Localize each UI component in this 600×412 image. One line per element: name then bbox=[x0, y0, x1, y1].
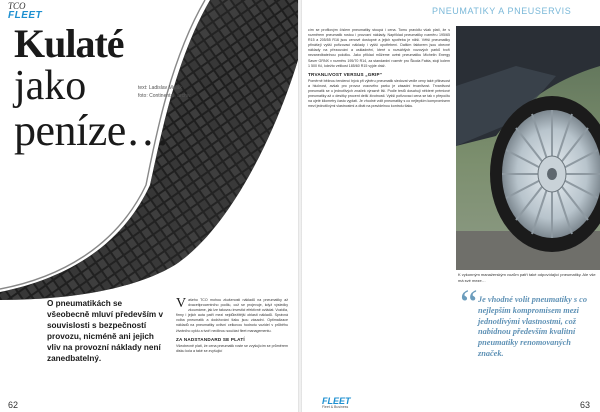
masthead bbox=[8, 2, 42, 21]
column-2-text-2: Poměrně běžnou tendencí bývá při výběru pneumatik sledovat vedle ceny také přilnavost a hlučnost, avšak pro provoz vozového parku je zásadní trvanlivost. Trvanlivost pneumatik se u jednotlivých značek výrazně liší. Podle testů dosahují některé prémiové pneumatiky až o desítky procent delší životnosti. Vyšší pořizovací cena se tak v přepočtu na ujeté kilometry často vyplatí. Je vhodné volit pneumatiky s co nejlepším kompromisem mezi jednotlivými vlastnostmi a dbát na pravidelnou kontrolu tlaku. bbox=[308, 78, 450, 109]
credit-photo: foto: Continental, archiv bbox=[138, 92, 191, 99]
section-title: PNEUMATIKY A PNEUSERVIS bbox=[432, 6, 572, 16]
headline-line-1: Kulaté bbox=[14, 21, 124, 66]
subheading-nadstandard: ZA NADSTANDARD SE PLATÍ bbox=[176, 336, 245, 342]
footer-brand-name: FLEET bbox=[322, 395, 351, 406]
pull-quote: Je vhodné volit pneumatiky s co nejlepším kompromisem mezi jednotlivými vlastnostmi, což nabídnou především kvalitní pneumatiky renomovaných značek. bbox=[478, 295, 588, 358]
footer-brand bbox=[322, 397, 351, 410]
wheel-photo-graphic bbox=[456, 26, 600, 270]
article-column-1 bbox=[176, 298, 288, 406]
wheel-photo bbox=[456, 26, 600, 270]
page-number-right: 63 bbox=[579, 400, 590, 410]
masthead-brand: FLEET bbox=[8, 10, 43, 21]
headline-line-2: jako bbox=[14, 62, 87, 109]
column-1-text: ašeho TCO mohou zkušenosti nákladů na pneumatiky až dvacetiprocentního podílu, což se projevuje, když výsledky zkoumáme, jak lze takovou investici efektivně ovládat. Vozidla, firmy i jejich auta patří mezi nejdůležitější oblasti nákladů. Správná volba pneumatik a dodržování tlaku jsou zásadní. Optimalizace nákladů na pneumatiky ovlivní celkovou hodnotu vozidel v průběhu životního cyklu a tvoří nedílnou součást fleet managementu. bbox=[176, 298, 288, 333]
page-number-left: 62 bbox=[8, 400, 19, 410]
right-page bbox=[302, 0, 600, 412]
photo-caption: K vykonným manažerským vozům patří také odpovídající pneumatiky. Ale vše má své meze… bbox=[458, 272, 596, 283]
article-column-2 bbox=[308, 28, 450, 406]
quote-mark: “ bbox=[460, 281, 478, 326]
headline-line-3: peníze… bbox=[14, 106, 170, 156]
column-1-text-2: Všeobecně platí, že cena pneumatik roste se zvyšujícím se průměrem disku kola a také se zvyšující bbox=[176, 343, 288, 353]
drop-cap: V bbox=[176, 298, 187, 311]
subheading-trvanlivost: TRVANLIVOST VERSUS „GRIP“ bbox=[308, 71, 383, 77]
column-2-text: cím se profilovým číslem pneumatiky stoupá i cena. Tomu pravidlu však platí, že s rozměrem pneumatik rostou i provozní náklady. Například pneumatiky rozměru 195/65 R15 a 205/55 R16 jsou cenově dostupné a jejich spotřeba je nižší. Větší pneumatiky přinášejí vyšší pořizovací náklady i vyšší opotřebení. Dalším faktorem jsou obecné náklady na přezouvání a uskladnění, které u rozsáhlých vozových parků tvoří nezanedbatelnou položku. Jako příklad můžeme uvést pneumatiku Michelin Energy Saver GRNX v rozměru 195/70 R14, za standardní rozměr pro Škoda Fabia, stojí kolem 1 500 Kč, kdežto velikost 185/60 R15 vyjde dráž. bbox=[308, 28, 450, 68]
credit-text: text: Ladislav Malák bbox=[138, 85, 182, 91]
masthead-tco: TCO bbox=[8, 1, 26, 11]
lead-paragraph: O pneumatikách se všeobecně mluví především v souvislosti s bezpečností provozu, nicméně ani jejich vliv na provozní náklady není zanedbatelný. bbox=[47, 299, 164, 364]
article-credits bbox=[138, 85, 191, 100]
left-page bbox=[0, 0, 298, 412]
footer-brand-sub: Fleet & Business bbox=[322, 404, 349, 409]
